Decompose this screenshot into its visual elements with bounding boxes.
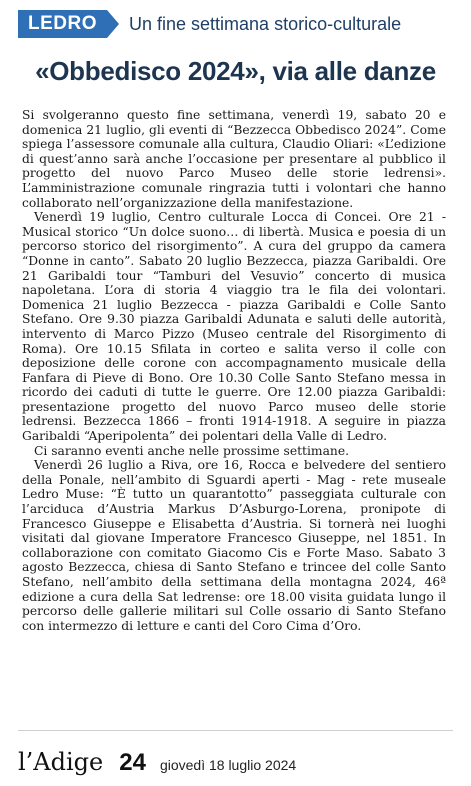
issue-date: giovedì 18 luglio 2024: [159, 757, 297, 773]
page-number: 24: [119, 749, 146, 776]
article-headline: «Obbedisco 2024», via alle danze: [35, 56, 436, 86]
section-tag: LEDRO: [18, 10, 107, 38]
newspaper-logo: l’Adige: [18, 748, 104, 776]
article-paragraph: Ci saranno eventi anche nelle prossime settimane.: [34, 443, 350, 458]
page-footer: [18, 748, 296, 778]
kicker-text: Un fine settimana storico-culturale: [129, 13, 402, 34]
section-tag-arrow-icon: [107, 10, 119, 38]
section-header: [18, 10, 401, 38]
article-paragraph: Si svolgeranno questo fine settimana, venerdì 19, sabato 20 e domenica 21 luglio, gli eventi di “Bezzecca Obbedisco 2024”. Come spiega l’assessore comunale alla cultura, Claudio Oliari: «L’edizione di quest’anno sarà anche l’occasione per presentare al pubblico il progetto del nuovo Parco Museo delle storie ledrensi». L’amministrazione comunale ringrazia tutti i volontari che hanno collaborato nell’organizzazione della manifestazione.: [22, 108, 446, 210]
footer-divider: [18, 730, 453, 731]
article-paragraph: Venerdì 19 luglio, Centro culturale Locca di Concei. Ore 21 - Musical storico “Un dolce suono… di libertà. Musica e poesia di un percorso storico del risorgimento”. A cura del gruppo da camera “Donne in canto”. Sabato 20 luglio Bezzecca, piazza Garibaldi. Ore 21 Garibaldi tour “Tamburi del Vesuvio” concerto di musica napoletana. L’ora di storia 4 viaggio tra le fila dei volontari. Domenica 21 luglio Bezzecca - piazza Garibaldi e Colle Santo Stefano. Ore 9.30 piazza Garibaldi Adunata e saluti delle autorità, intervento di Marco Pizzo (Museo centrale del Risorgimento di Roma). Ore 10.15 Sfilata in corteo e salita verso il colle con deposizione delle corone con accompagnamento musicale della Fanfara di Pieve di Bono. Ore 10.30 Colle Santo Stefano messa in ricordo dei caduti di tutte le guerre. Ore 12.00 piazza Garibaldi: presentazione progetto del nuovo Parco museo delle storie ledrensi. Bezzecca 1866 – fronti 1914-1918. A seguire in piazza Garibaldi “Aperipolenta” dei polentari della Valle di Ledro.: [22, 210, 446, 444]
article-paragraph: Venerdì 26 luglio a Riva, ore 16, Rocca e belvedere del sentiero della Ponale, nell’ambito di Sguardi aperti - Mag - rete museale Ledro Muse: “È tutto un quarantotto” passeggiata culturale con l’arciduca d’Austria Markus D’Asburgo-Lorena, pronipote di Francesco Giuseppe e Elisabetta d’Austria. Si tornerà nei luoghi visitati dal giovane Imperatore Francesco Giuseppe, nel 1851. In collaborazione con comitato Giacomo Cis e Forte Maso. Sabato 3 agosto Bezzecca, chiesa di Santo Stefano e trincee del colle Santo Stefano, nell’ambito della settimana della montagna 2024, 46ª edizione a cura della Sat ledrense: ore 18.00 visita guidata lungo il percorso delle gallerie militari sul Colle ossario di Santo Stefano con intermezzo di letture e canti del Coro Cima d’Oro.: [22, 458, 446, 633]
article-body: [22, 108, 446, 633]
